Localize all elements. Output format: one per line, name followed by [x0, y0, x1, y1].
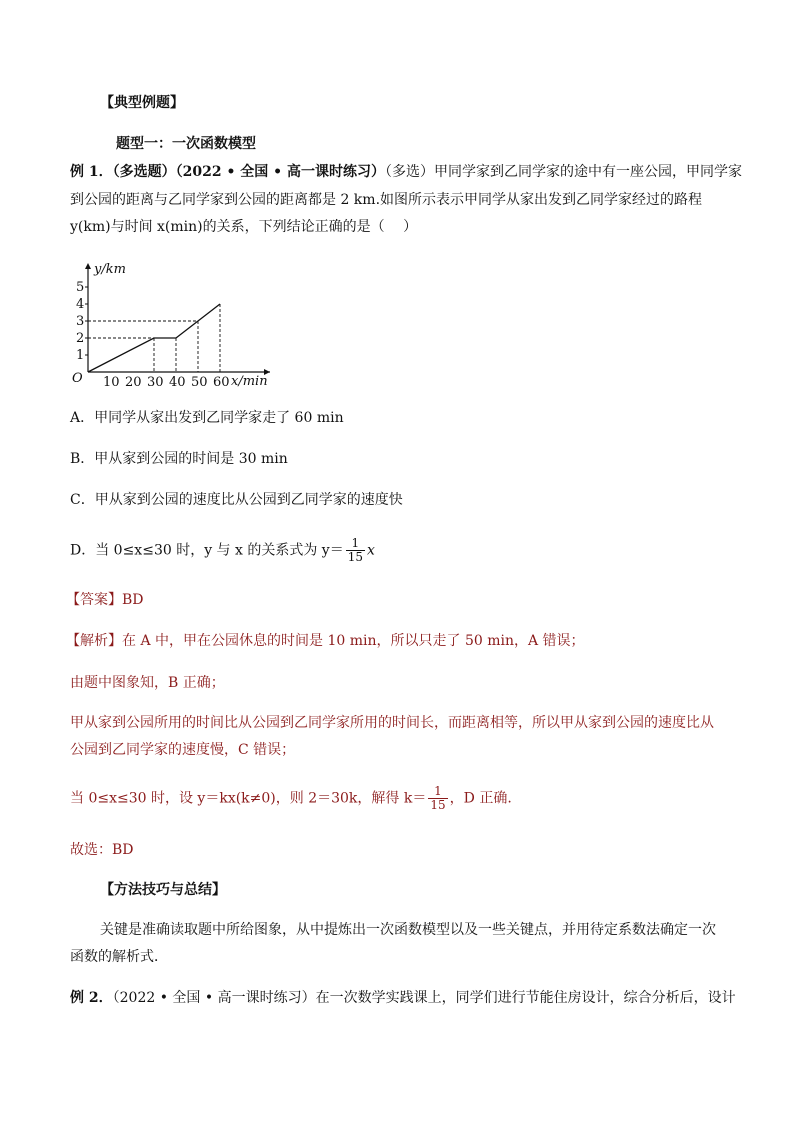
analysis-line-5-prefix: 当 0≤x≤30 时，设 y＝kx(k≠0)，则 2＝30k，解得 k＝ — [70, 790, 427, 807]
example-2-text: （2022 • 全国 • 高一课时练习）在一次数学实践课上，同学们进行节能住房设计，综合分析后，设计 — [112, 990, 736, 1006]
option-a: A．甲同学从家出发到乙同学家走了 60 min — [70, 410, 344, 426]
x-tick-label: 60 — [213, 375, 230, 390]
option-d-suffix: x — [367, 542, 375, 559]
analysis-line-5-suffix: ，D 正确. — [449, 790, 512, 807]
example-1-line-1 — [70, 162, 742, 182]
example-1-label: 例 1． — [70, 164, 113, 180]
method-line-1: 关键是准确读取题中所给图象，从中提炼出一次函数模型以及一些关键点，并用待定系数法确定一次 — [100, 922, 716, 938]
origin-label: O — [72, 371, 83, 386]
answer-value: BD — [122, 592, 144, 608]
example-2-line-1 — [70, 988, 736, 1008]
x-tick-label: 30 — [147, 375, 164, 390]
y-tick-label: 3 — [76, 314, 85, 329]
section-type-heading: 题型一：一次函数模型 — [116, 136, 256, 152]
analysis-text-1: 在 A 中，甲在公园休息的时间是 10 min，所以只走了 50 min，A 错误； — [122, 633, 585, 649]
analysis-label: 【解析】 — [66, 633, 122, 649]
analysis-line-2: 由题中图象知，B 正确； — [70, 675, 225, 691]
option-d-numerator: 1 — [346, 537, 365, 551]
x-axis-label: x/min — [231, 374, 268, 389]
analysis-line-3: 甲从家到公园所用的时间比从公园到乙同学家所用的时间长，而距离相等，所以甲从家到公园的速度比从 — [70, 715, 714, 731]
graph-axes — [85, 263, 270, 375]
analysis-fraction — [428, 785, 447, 812]
x-tick-label: 10 — [103, 375, 120, 390]
option-d — [70, 537, 375, 564]
example-1-tag: （多选题）（2022 • 全国 • 高一课时练习） — [112, 164, 385, 180]
x-tick-label: 50 — [191, 375, 208, 390]
series-line — [88, 304, 220, 372]
example-1-line-2: 到公园的距离与乙同学家到公园的距离都是 2 km.如图所示表示甲同学从家出发到乙同学家经过的路程 — [70, 192, 703, 208]
y-axis-arrow — [85, 263, 91, 269]
example-1-tag2: （多选） — [384, 164, 434, 180]
option-d-fraction — [346, 537, 365, 564]
answer-label: 【答案】 — [66, 592, 122, 608]
option-d-prefix: D．当 0≤x≤30 时，y 与 x 的关系式为 y＝ — [70, 542, 344, 559]
answer-line — [66, 590, 144, 610]
y-tick-label: 5 — [76, 280, 85, 295]
example-2-label: 例 2． — [70, 990, 113, 1006]
option-d-denominator: 15 — [347, 550, 363, 564]
section-heading-examples: 【典型例题】 — [100, 95, 184, 111]
method-line-2: 函数的解析式． — [70, 949, 168, 965]
analysis-denominator: 15 — [430, 798, 446, 812]
option-c: C．甲从家到公园的速度比从公园到乙同学家的速度快 — [70, 492, 403, 508]
analysis-numerator: 1 — [428, 785, 447, 799]
analysis-line-5 — [70, 785, 512, 812]
distance-time-graph — [60, 255, 290, 390]
option-b: B．甲从家到公园的时间是 30 min — [70, 451, 288, 467]
example-1-line-3: y(km)与时间 x(min)的关系，下列结论正确的是（ ） — [70, 219, 418, 235]
method-heading: 【方法技巧与总结】 — [100, 882, 226, 898]
x-tick-label: 20 — [125, 375, 142, 390]
example-1-text1: 甲同学家到乙同学家的途中有一座公园，甲同学家 — [433, 164, 742, 180]
analysis-line-1 — [66, 631, 585, 651]
y-tick-label: 2 — [76, 331, 85, 346]
y-tick-label: 4 — [76, 297, 85, 312]
y-axis-label: y/km — [94, 262, 126, 277]
y-tick-label: 1 — [76, 348, 85, 363]
analysis-choose: 故选：BD — [70, 842, 134, 858]
x-tick-label: 40 — [169, 375, 186, 390]
analysis-line-4: 公园到乙同学家的速度慢，C 错误； — [70, 742, 296, 758]
